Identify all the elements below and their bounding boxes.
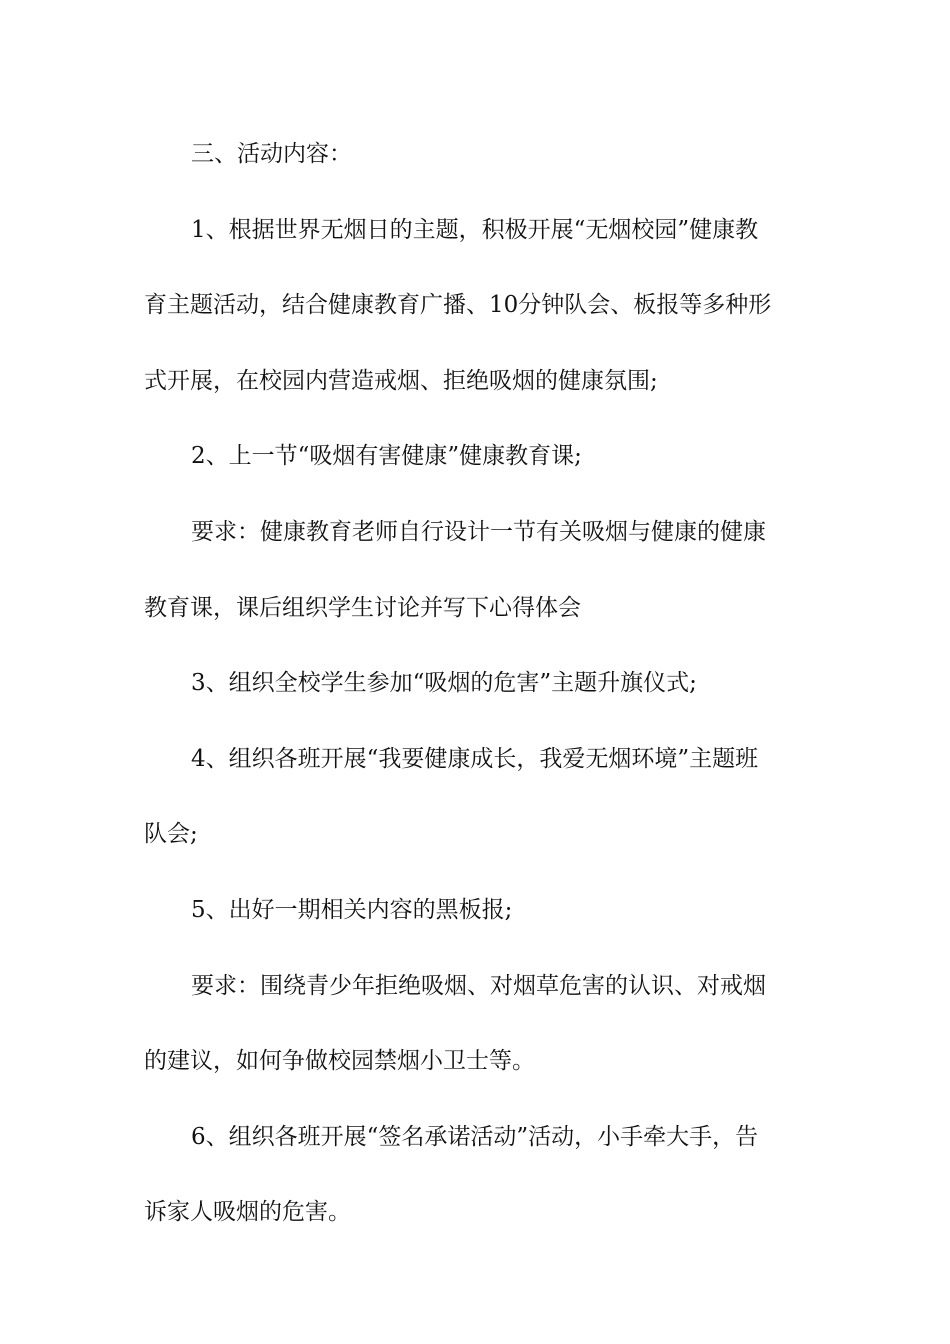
paragraph-line: 要求：健康教育老师自行设计一节有关吸烟与健康的健康 <box>191 518 766 545</box>
paragraph-line: 4、组织各班开展“我要健康成长，我爱无烟环境”主题班 <box>191 745 759 772</box>
paragraph-line: 式开展，在校园内营造戒烟、拒绝吸烟的健康氛围; <box>144 367 658 394</box>
paragraph-line: 诉家人吸烟的危害。 <box>144 1199 351 1226</box>
paragraph-line: 要求：围绕青少年拒绝吸烟、对烟草危害的认识、对戒烟 <box>191 972 766 999</box>
paragraph-line: 育主题活动，结合健康教育广播、10分钟队会、板报等多种形 <box>144 292 772 319</box>
paragraph-line: 2、上一节“吸烟有害健康”健康教育课; <box>191 443 582 470</box>
paragraph-line: 3、组织全校学生参加“吸烟的危害”主题升旗仪式; <box>191 670 697 697</box>
paragraph-line: 队会; <box>144 821 198 848</box>
paragraph-line: 的建议，如何争做校园禁烟小卫士等。 <box>144 1048 535 1075</box>
paragraph-line: 6、组织各班开展“签名承诺活动”活动，小手牵大手，告 <box>191 1123 759 1150</box>
paragraph-line: 教育课，课后组织学生讨论并写下心得体会 <box>144 594 581 621</box>
document-body <box>144 122 806 1256</box>
paragraph-line: 5、出好一期相关内容的黑板报; <box>191 896 513 923</box>
section-heading: 三、活动内容： <box>191 141 352 167</box>
paragraph-line: 1、根据世界无烟日的主题，积极开展“无烟校园”健康教 <box>191 216 759 243</box>
